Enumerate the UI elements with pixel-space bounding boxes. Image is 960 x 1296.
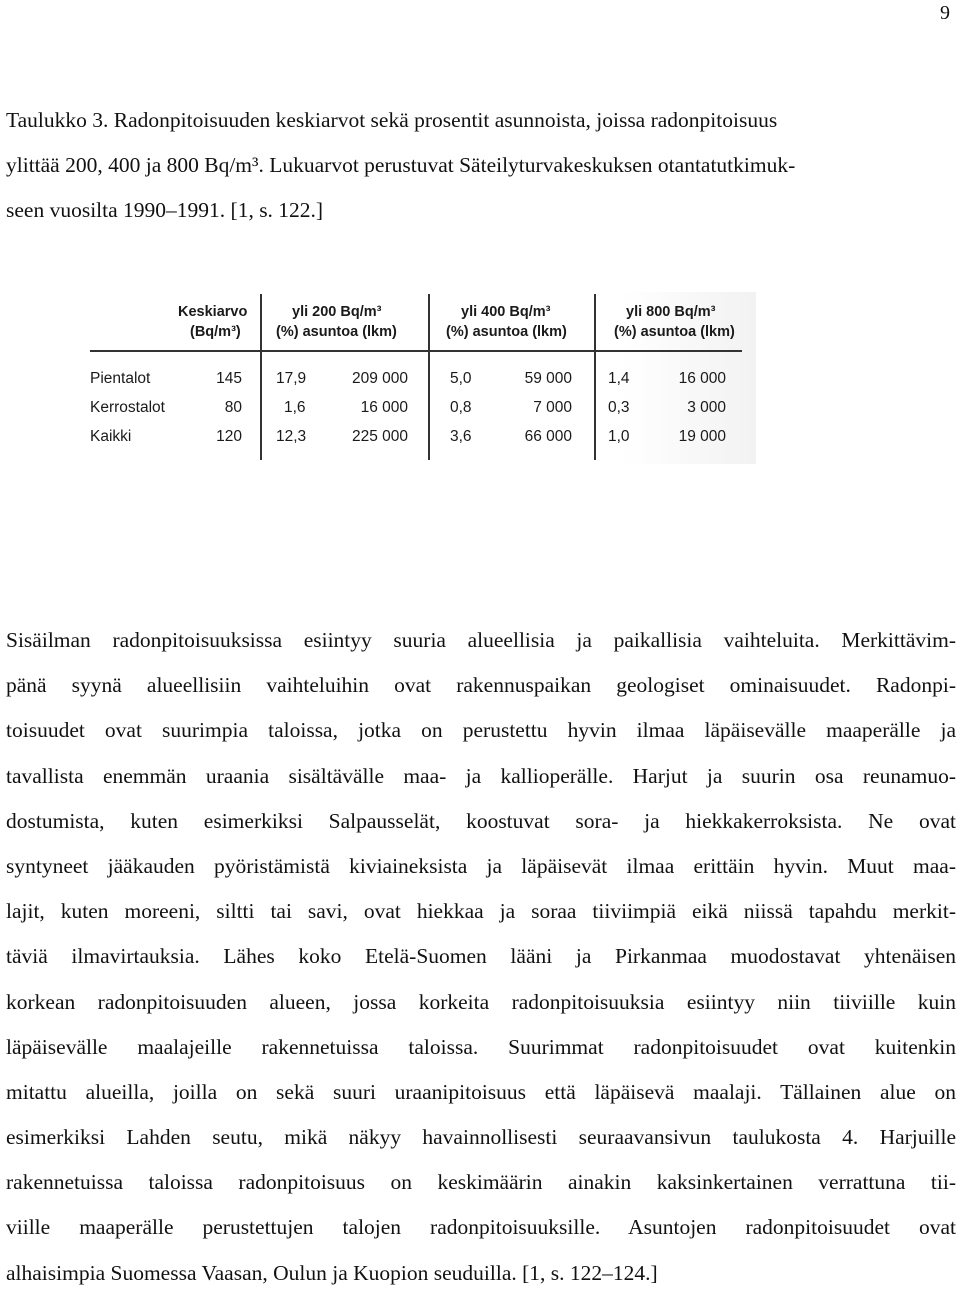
cell-n200: 225 000 bbox=[351, 428, 408, 445]
table-divider bbox=[594, 294, 596, 460]
body-line: tavallista enemmän uraania sisältävälle maa- ja kallioperälle. Harjut ja suurin osa reunamuo- bbox=[6, 763, 956, 788]
table-caption bbox=[6, 98, 954, 233]
row-label: Kaikki bbox=[90, 428, 132, 445]
body-line: viille maaperälle perustettujen talojen radonpitoisuuksille. Asuntojen radonpitoisuudet ovat bbox=[6, 1215, 956, 1240]
cell-n400: 7 000 bbox=[533, 399, 572, 416]
cell-n800: 19 000 bbox=[678, 428, 726, 445]
cell-n200: 209 000 bbox=[351, 370, 408, 387]
body-line: lajit, kuten moreeni, siltti tai savi, ovat hiekkaa ja soraa tiiviimpiä eikä niissä tapahdu merkit- bbox=[6, 899, 956, 924]
caption-line: ylittää 200, 400 ja 800 Bq/m³. Lukuarvot perustuvat Säteilyturvakeskuksen otantatutkimuk- bbox=[6, 153, 796, 177]
header-over-200: yli 200 Bq/m³ bbox=[292, 304, 382, 320]
caption-line: Taulukko 3. Radonpitoisuuden keskiarvot sekä prosentit asunnoista, joissa radonpitoisuus bbox=[6, 108, 778, 132]
row-label: Kerrostalot bbox=[90, 399, 165, 416]
cell-n800: 3 000 bbox=[687, 399, 726, 416]
header-over-200-sub: (%) asuntoa (lkm) bbox=[276, 324, 397, 340]
header-keskiarvo-unit: (Bq/m³) bbox=[190, 324, 241, 340]
body-line: mitattu alueilla, joilla on sekä suuri uraanipitoisuus että läpäisevä maalaji. Tällainen alue on bbox=[6, 1079, 956, 1104]
cell-p800: 1,0 bbox=[608, 428, 630, 445]
cell-p800: 1,4 bbox=[608, 370, 630, 387]
cell-avg: 120 bbox=[216, 428, 242, 445]
table-divider bbox=[260, 294, 262, 460]
body-line: korkean radonpitoisuuden alueen, jossa korkeita radonpitoisuuksia esiintyy niin tiiviille kuin bbox=[6, 989, 956, 1014]
radon-table bbox=[86, 292, 756, 464]
cell-n800: 16 000 bbox=[678, 370, 726, 387]
header-over-800-sub: (%) asuntoa (lkm) bbox=[614, 324, 735, 340]
cell-avg: 145 bbox=[216, 370, 242, 387]
body-line: esimerkiksi Lahden seutu, mikä näkyy havainnollisesti seuraavansivun taulukosta 4. Harjuille bbox=[6, 1125, 956, 1150]
body-line: läpäisevälle maalajeille rakennetuissa taloissa. Suurimmat radonpitoisuudet ovat kuitenkin bbox=[6, 1034, 956, 1059]
cell-n400: 66 000 bbox=[524, 428, 572, 445]
header-over-800: yli 800 Bq/m³ bbox=[626, 304, 716, 320]
caption-line: seen vuosilta 1990–1991. [1, s. 122.] bbox=[6, 198, 324, 222]
body-line: syntyneet jääkauden pyöristämistä kiviaineksista ja läpäisevät ilmaa erittäin hyvin. Muut maa- bbox=[6, 853, 956, 878]
cell-p400: 5,0 bbox=[450, 370, 472, 387]
body-paragraph bbox=[6, 618, 956, 1296]
cell-p200: 17,9 bbox=[276, 370, 307, 387]
body-line: alhaisimpia Suomessa Vaasan, Oulun ja Kuopion seuduilla. [1, s. 122–124.] bbox=[6, 1260, 658, 1285]
body-line: Sisäilman radonpitoisuuksissa esiintyy suuria alueellisia ja paikallisia vaihteluita. Merkittävim- bbox=[6, 628, 956, 652]
body-line: pänä syynä alueellisiin vaihteluihin ovat rakennuspaikan geologiset ominaisuudet. Radonpi- bbox=[6, 673, 956, 698]
cell-n200: 16 000 bbox=[360, 399, 408, 416]
cell-avg: 80 bbox=[224, 399, 242, 416]
cell-p200: 1,6 bbox=[284, 399, 306, 416]
body-line: dostumista, kuten esimerkiksi Salpausselät, koostuvat sora- ja hiekkakerroksista. Ne ovat bbox=[6, 808, 956, 833]
body-line: rakennetuissa taloissa radonpitoisuus on keskimäärin ainakin kaksinkertainen verrattuna tii- bbox=[6, 1170, 956, 1195]
table-header-rule bbox=[90, 350, 742, 352]
row-label: Pientalot bbox=[90, 370, 151, 387]
header-over-400-sub: (%) asuntoa (lkm) bbox=[446, 324, 567, 340]
cell-p400: 3,6 bbox=[450, 428, 472, 445]
body-line: toisuudet ovat suurimpia taloissa, jotka on perustettu hyvin ilmaa läpäisevälle maaperälle ja bbox=[6, 718, 956, 743]
cell-p800: 0,3 bbox=[608, 399, 630, 416]
cell-p200: 12,3 bbox=[276, 428, 307, 445]
cell-p400: 0,8 bbox=[450, 399, 472, 416]
page-number: 9 bbox=[940, 2, 950, 24]
header-over-400: yli 400 Bq/m³ bbox=[461, 304, 551, 320]
table-divider bbox=[428, 294, 430, 460]
header-keskiarvo: Keskiarvo bbox=[178, 304, 248, 320]
body-line: täviä ilmavirtauksia. Lähes koko Etelä-Suomen lääni ja Pirkanmaa muodostavat yhtenäisen bbox=[6, 944, 956, 969]
cell-n400: 59 000 bbox=[524, 370, 572, 387]
